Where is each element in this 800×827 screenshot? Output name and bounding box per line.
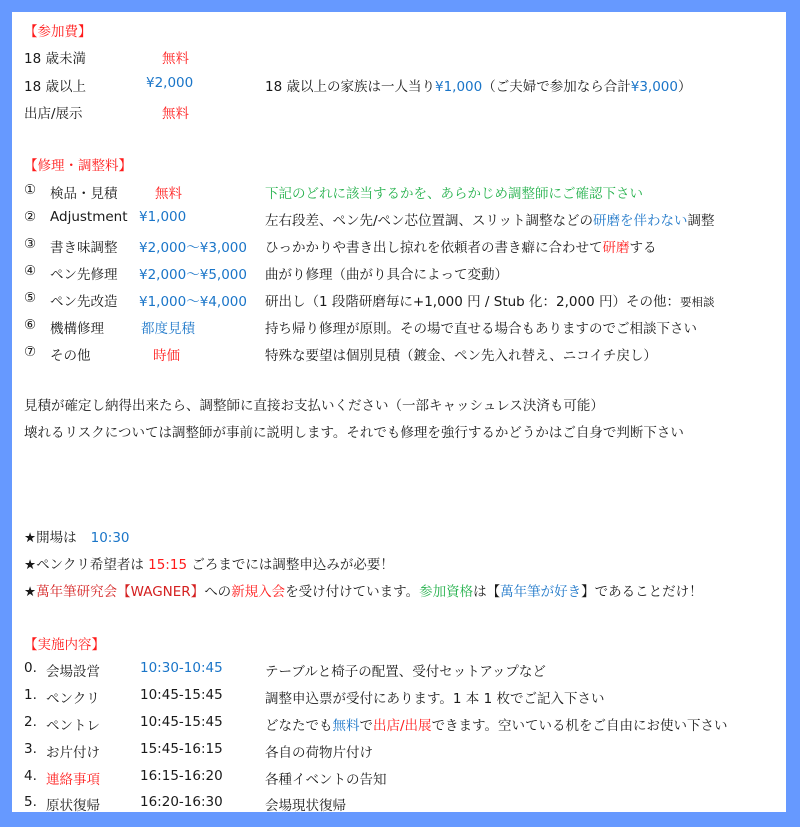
risk-note: 壊れるリスクについては調整師が事前に説明します。それでも修理を強行するかどうかはご自身で判断下さい <box>24 425 684 441</box>
fees-heading: 【参加費】 <box>24 24 92 40</box>
fee-family-note: 18 歳以上の家族は一人当り¥1,000（ご夫婦で参加なら合計¥3,000） <box>265 79 692 95</box>
club-recruit-line: ★萬年筆研究会【WAGNER】への新規入会を受け付けています。参加資格は【萬年筆が好き】であることだけ！ <box>24 584 703 600</box>
schedule-heading: 【実施内容】 <box>24 637 105 653</box>
fee-price-exhibit: 無料 <box>162 106 189 122</box>
opening-time-line: ★開場は 10:30 <box>24 530 130 546</box>
fee-price-under18: 無料 <box>162 51 189 67</box>
fee-label-over18: 18 歳以上 <box>24 79 86 95</box>
payment-note: 見積が確定し納得出来たら、調整師に直接お支払いください（一部キャッシュレス決済も可能） <box>24 398 604 414</box>
fee-label-exhibit: 出店/展示 <box>24 106 83 122</box>
repair-heading: 【修理・調整料】 <box>24 158 132 174</box>
fee-label-under18: 18 歳未満 <box>24 51 86 67</box>
fee-price-over18: ¥2,000 <box>146 75 194 91</box>
pencli-deadline-line: ★ペンクリ希望者は 15:15 ごろまでには調整申込みが必要！ <box>24 557 394 573</box>
document-page: 【参加費】 18 歳未満 無料 18 歳以上 ¥2,000 18 歳以上の家族は一人当り¥1,000（ご夫婦で参加なら合計¥3,000） 出店/展示 無料 【修理・調整料】 ① 検品・見積 無料 下記のどれに該当するかを、あらかじめ調整師にご確認下さい ② Adjustment ¥1,000 左右段差、ペン先/ペン芯位置調、スリット調整などの研磨を伴わない調整 ③ 書き味調整 ¥2,000～¥3,000 ひっかかりや書き出し掠れを依頼者の書き癖に合わせて研磨する ④ ペン先修理 ¥2,000～¥5,000 曲がり修理（曲がり具合によって変動） ⑤ ペン先改造 ¥1,000～¥4,000 研出し（1 段階研磨毎に+1,000 円 / Stub 化：2,000 円）その他：要相談 ⑥ 機構修理 都度見積 持ち帰り修理が原則。その場で直せる場合もありますのでご相談下さい ⑦ その他 時価 特殊な要望は個別見積（鍍金、ペン先入れ替え、ニコイチ戻し） 見積が確定し納得出来たら、調整師に直接お支払いください（一部キャッシュレス決済も可能） 壊れるリスクについては調整師が事前に説明します。それでも修理を強行するかどうかはご自身で判断下さい ★開場は 10:30 ★ペンクリ希望者は 15:15 ごろまでには調整申込みが必要！ ★萬年筆研究会【WAGNER】への新規入会を受け付けています。参加資格は【萬年筆が好き】であることだけ！ 【実施内容】 0. 会場設営 10:30-10:45 テーブルと椅子の配置、受付セットアップなど 1. ペンクリ 10:45-15:45 調整申込票が受付にあります。1 本 1 枚でご記入下さい 2. ペントレ 10:45-15:45 どなたでも無料で出店/出展できます。空いている机をご自由にお使い下さい 3. お片付け 15:45-16:15 各自の荷物片付け 4. 連絡事項 16:15-16:20 各種イベントの告知 5. 原状復帰 16:20-16:30 会場現状復帰 <box>12 12 786 812</box>
